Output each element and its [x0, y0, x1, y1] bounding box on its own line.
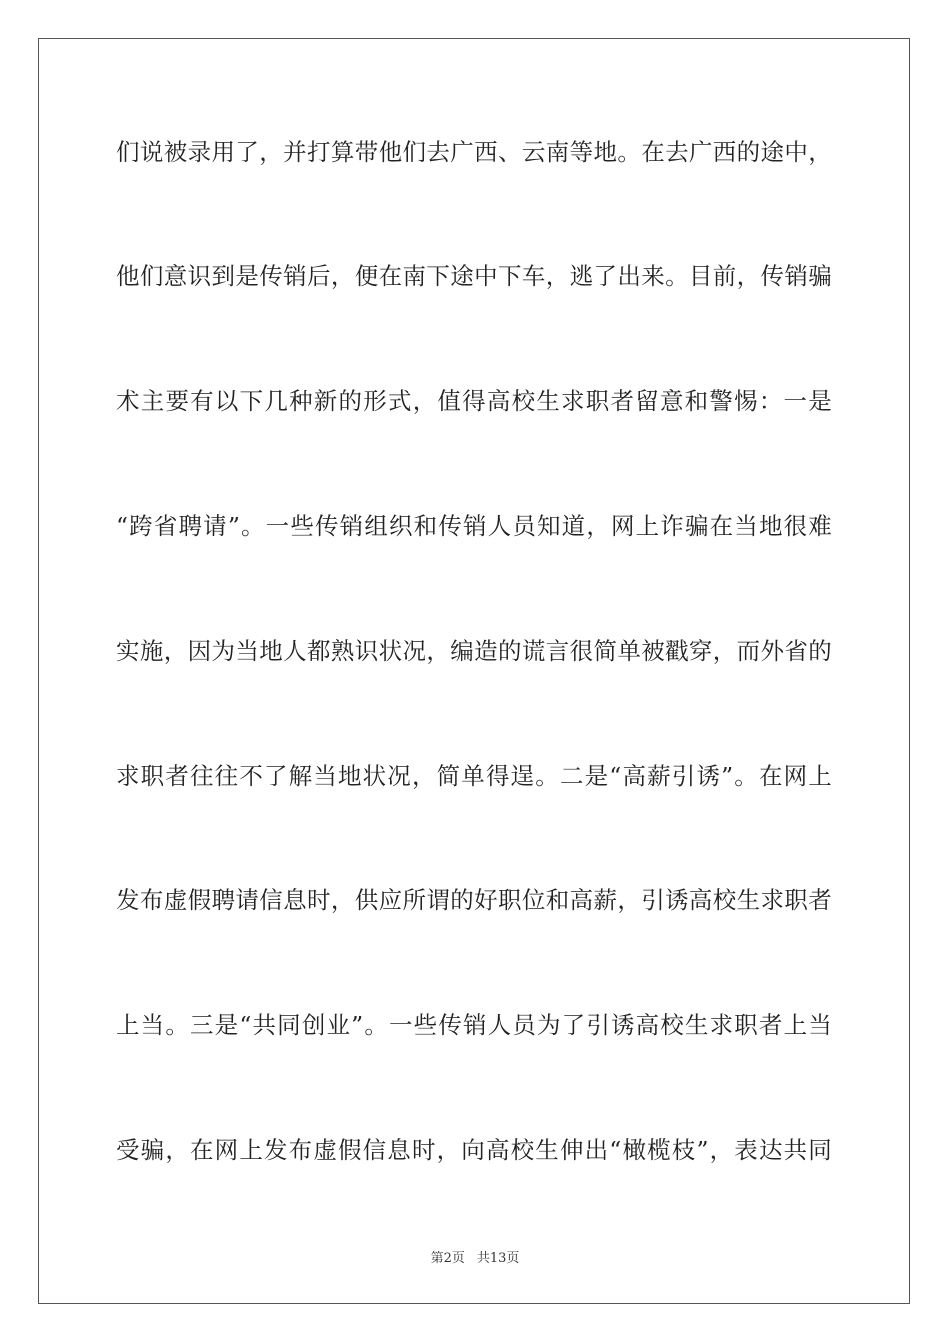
text-line: 实施，因为当地人都熟识状况，编造的谎言很简单被戳穿，而外省的 — [116, 637, 832, 665]
text-line: 术主要有以下几种新的形式，值得高校生求职者留意和警惕：一是 — [116, 387, 832, 415]
text-line: 上当。三是“共同创业”。一些传销人员为了引诱高校生求职者上当 — [116, 1011, 832, 1039]
text-line: 发布虚假聘请信息时，供应所谓的好职位和高薪，引诱高校生求职者 — [116, 886, 832, 914]
page-total: 共13页 — [476, 1251, 520, 1266]
page-number: 第2页 — [430, 1251, 465, 1266]
text-line: “跨省聘请”。一些传销组织和传销人员知道，网上诈骗在当地很难 — [116, 512, 832, 540]
text-line: 他们意识到是传销后，便在南下途中下车，逃了出来。目前，传销骗 — [116, 262, 832, 290]
text-line: 求职者往往不了解当地状况，简单得逞。二是“高薪引诱”。在网上 — [116, 762, 832, 790]
page-footer — [0, 1247, 950, 1266]
text-line: 们说被录用了，并打算带他们去广西、云南等地。在去广西的途中， — [116, 138, 832, 166]
text-line: 受骗，在网上发布虚假信息时，向高校生伸出“橄榄枝”，表达共同 — [116, 1136, 832, 1164]
page-border — [38, 38, 910, 1304]
